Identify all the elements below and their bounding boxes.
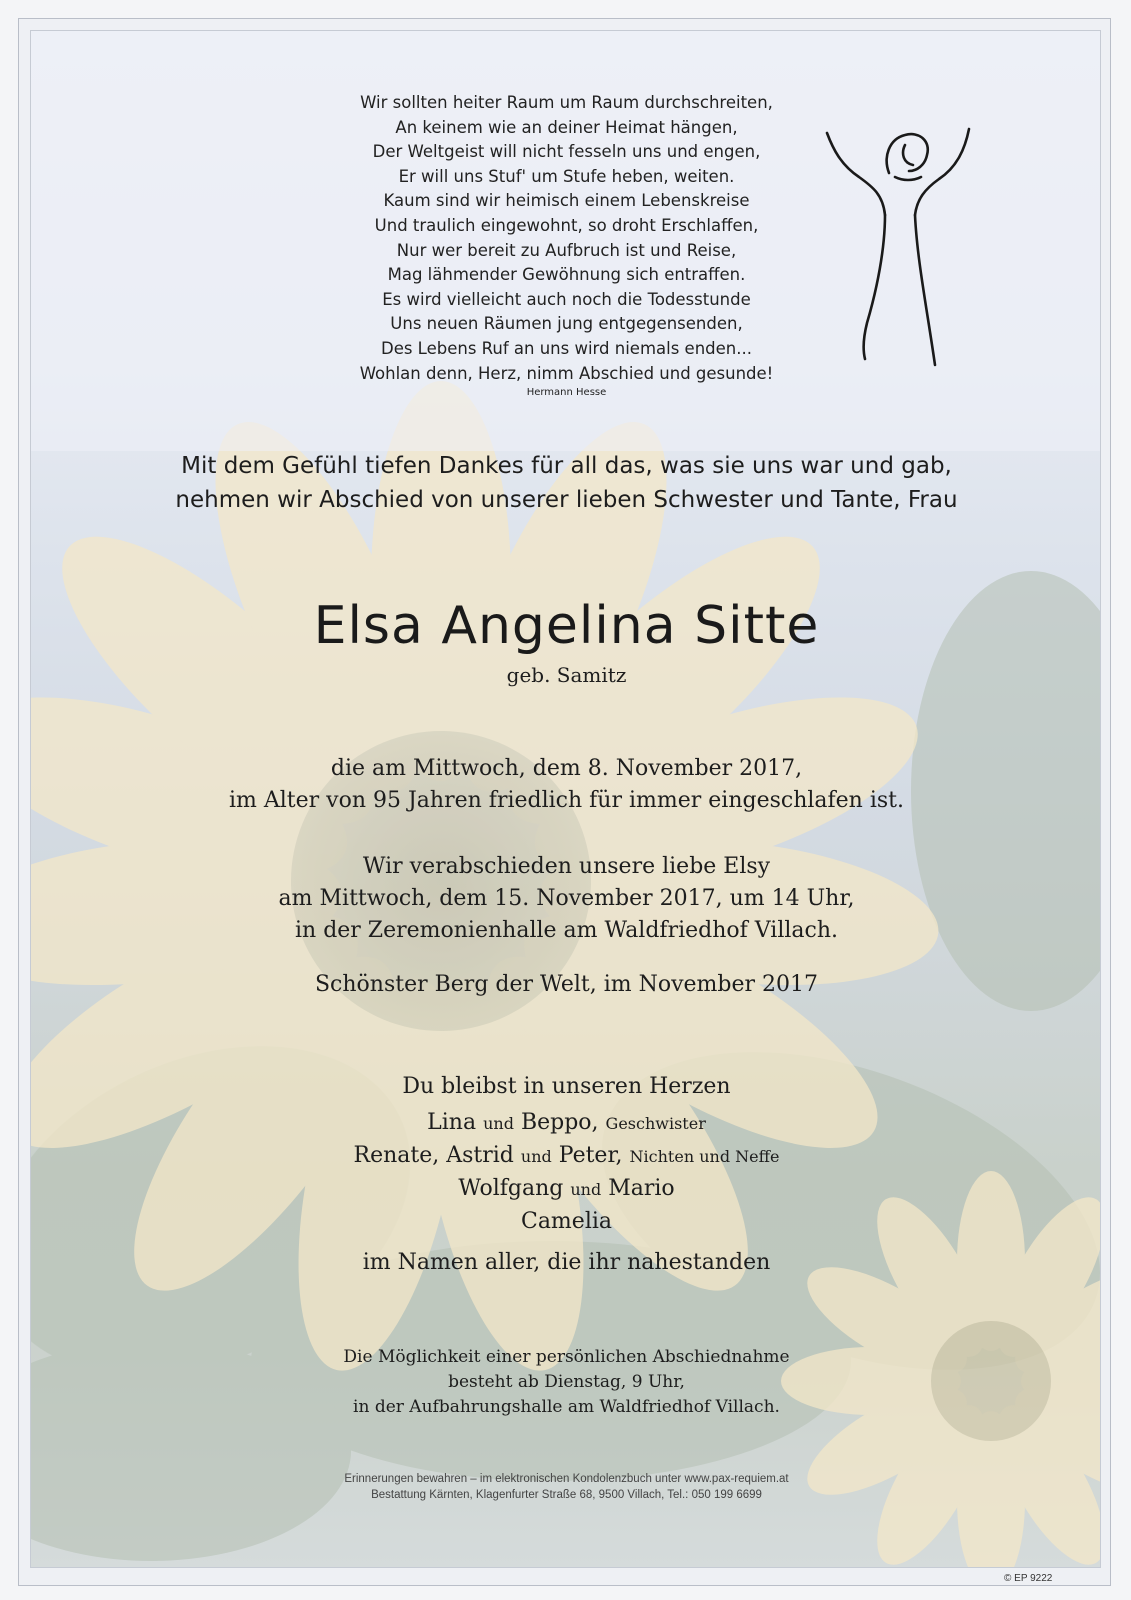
footer-line: Erinnerungen bewahren – im elektronischen Kondolenzbuch unter www.pax-requiem.at bbox=[344, 1473, 789, 1485]
obituary-card bbox=[30, 30, 1101, 1568]
family-name: Mario bbox=[608, 1176, 675, 1201]
death-notice bbox=[31, 753, 1101, 817]
poem-author: Hermann Hesse bbox=[526, 387, 607, 399]
poem-line: Kaum sind wir heimisch einem Lebenskreise bbox=[383, 191, 750, 211]
footer-line: Bestattung Kärnten, Klagenfurter Straße 68, 9500 Villach, Tel.: 050 199 6699 bbox=[371, 1489, 762, 1501]
funeral-details bbox=[31, 851, 1101, 947]
family-list bbox=[31, 1107, 1101, 1238]
family-row bbox=[31, 1173, 1101, 1206]
print-code: © EP 9222 bbox=[1004, 1573, 1053, 1584]
footer bbox=[31, 1471, 1101, 1503]
conjunction: und bbox=[520, 1147, 552, 1166]
funeral-line: am Mittwoch, dem 15. November 2017, um 14 Uhr, bbox=[278, 886, 855, 911]
intro-line: nehmen wir Abschied von unserer lieben Schwester und Tante, Frau bbox=[175, 487, 958, 513]
family-row bbox=[31, 1107, 1101, 1140]
viewing-line: Die Möglichkeit einer persönlichen Abschiednahme bbox=[343, 1347, 790, 1367]
conjunction: und bbox=[570, 1180, 602, 1199]
poem-line: Des Lebens Ruf an uns wird niemals enden... bbox=[380, 338, 752, 358]
viewing-info bbox=[31, 1345, 1101, 1420]
intro-line: Mit dem Gefühl tiefen Dankes für all das, was sie uns war und gab, bbox=[181, 453, 952, 479]
poem-line: Der Weltgeist will nicht fesseln uns und engen, bbox=[372, 142, 761, 162]
family-name: Beppo, bbox=[520, 1110, 599, 1135]
relation: Nichten und Neffe bbox=[629, 1147, 780, 1166]
family-name: Peter, bbox=[558, 1143, 623, 1168]
family-name: Renate, Astrid bbox=[353, 1143, 514, 1168]
maiden-name: geb. Samitz bbox=[506, 663, 627, 687]
poem-line: Wir sollten heiter Raum um Raum durchschreiten, bbox=[360, 93, 773, 112]
poem-line: Wohlan denn, Herz, nimm Abschied und gesunde! bbox=[359, 363, 774, 383]
viewing-line: in der Aufbahrungshalle am Waldfriedhof Villach. bbox=[353, 1397, 780, 1417]
family-name: Lina bbox=[427, 1110, 477, 1135]
death-line: im Alter von 95 Jahren friedlich für immer eingeschlafen ist. bbox=[228, 788, 905, 813]
place-date: Schönster Berg der Welt, im November 2017 bbox=[314, 972, 819, 997]
poem-line: Er will uns Stuf' um Stufe heben, weiten. bbox=[398, 166, 735, 186]
death-line: die am Mittwoch, dem 8. November 2017, bbox=[330, 756, 803, 781]
family-row: Camelia bbox=[520, 1209, 613, 1234]
poem-line: Uns neuen Räumen jung entgegensenden, bbox=[390, 314, 743, 334]
poem-line: Nur wer bereit zu Aufbruch ist und Reise, bbox=[396, 240, 737, 260]
poem-line: An keinem wie an deiner Heimat hängen, bbox=[395, 117, 738, 137]
poem-line: Es wird vielleicht auch noch die Todesstunde bbox=[382, 289, 751, 309]
family-row bbox=[31, 1140, 1101, 1173]
raised-arms-figure-icon bbox=[819, 119, 979, 379]
family-name: Wolfgang bbox=[458, 1176, 564, 1201]
funeral-line: Wir verabschieden unsere liebe Elsy bbox=[362, 854, 771, 879]
funeral-line: in der Zeremonienhalle am Waldfriedhof Villach. bbox=[295, 918, 838, 943]
viewing-line: besteht ab Dienstag, 9 Uhr, bbox=[448, 1372, 685, 1392]
conjunction: und bbox=[483, 1114, 514, 1133]
on-behalf-line: im Namen aller, die ihr nahestanden bbox=[362, 1250, 771, 1275]
poem-line: Und traulich eingewohnt, so droht Erschlaffen, bbox=[374, 215, 759, 235]
remembrance-line: Du bleibst in unseren Herzen bbox=[402, 1074, 731, 1099]
deceased-name: Elsa Angelina Sitte bbox=[313, 596, 820, 656]
relation: Geschwister bbox=[605, 1114, 706, 1133]
intro-text bbox=[31, 449, 1101, 517]
poem-line: Mag lähmender Gewöhnung sich entraffen. bbox=[387, 265, 746, 285]
